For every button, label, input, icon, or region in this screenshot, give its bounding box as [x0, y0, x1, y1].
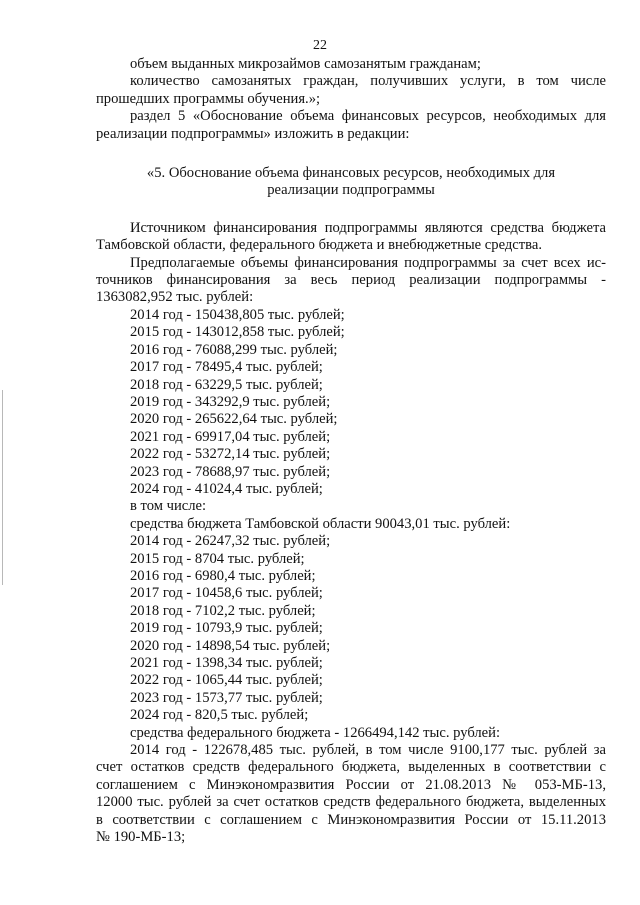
intro-line-2a: количество самозанятых граждан, получивших услуги, в том числе	[130, 73, 606, 90]
federal-2014-line-3: соглашением с Минэкономразвития России от 21.08.2013 № 053-МБ-13,	[96, 776, 606, 793]
section-heading-line-2: реализации подпрограммы	[267, 182, 435, 199]
federal-2014-line-2: счет остатков средств федерального бюджета, выделенных в соответствии с	[96, 759, 606, 776]
list-item: 2022 год - 1065,44 тыс. рублей;	[130, 672, 323, 689]
list-item: 2017 год - 10458,6 тыс. рублей;	[130, 585, 323, 602]
list-item: 2019 год - 10793,9 тыс. рублей;	[130, 620, 323, 637]
list-item: 2019 год - 343292,9 тыс. рублей;	[130, 393, 331, 410]
federal-2014-line-5: в соответствии с соглашением с Минэкономразвития России от 15.11.2013	[96, 811, 606, 828]
total-line-1: Предполагаемые объемы финансирования подпрограммы за счет всех ис-	[130, 254, 606, 271]
list-item: 2016 год - 76088,299 тыс. рублей;	[130, 341, 338, 358]
scan-edge-mark	[2, 390, 3, 585]
page-number: 22	[313, 38, 327, 53]
intro-line-2b: прошедших программы обучения.»;	[96, 90, 321, 107]
including-label: в том числе:	[130, 498, 207, 515]
intro-line-1: объем выданных микрозаймов самозанятым гражданам;	[130, 56, 481, 72]
list-item: 2017 год - 78495,4 тыс. рублей;	[130, 359, 323, 376]
list-item: 2015 год - 8704 тыс. рублей;	[130, 550, 305, 567]
section-heading-line-1: «5. Обоснование объема финансовых ресурсов, необходимых для	[146, 165, 556, 182]
funding-source-line-2: Тамбовской области, федерального бюджета и внебюджетные средства.	[96, 237, 542, 254]
federal-2014-line-1: 2014 год - 122678,485 тыс. рублей, в том числе 9100,177 тыс. рублей за	[130, 742, 606, 759]
list-item: 2018 год - 63229,5 тыс. рублей;	[130, 376, 323, 393]
list-item: 2014 год - 150438,805 тыс. рублей;	[130, 306, 345, 323]
total-by-year-list	[96, 307, 606, 498]
funding-source-line-1: Источником финансирования подпрограммы являются средства бюджета	[130, 219, 606, 236]
regional-budget-title: средства бюджета Тамбовской области 90043,01 тыс. рублей:	[130, 515, 511, 532]
total-line-3: 1363082,952 тыс. рублей:	[96, 289, 254, 306]
list-item: 2023 год - 1573,77 тыс. рублей;	[130, 689, 323, 706]
list-item: 2020 год - 14898,54 тыс. рублей;	[130, 637, 331, 654]
regional-by-year-list	[96, 533, 606, 724]
list-item: 2014 год - 26247,32 тыс. рублей;	[130, 533, 331, 550]
federal-2014-line-4: 12000 тыс. рублей за счет остатков средств федерального бюджета, выделенных	[96, 794, 606, 811]
list-item: 2021 год - 69917,04 тыс. рублей;	[130, 428, 331, 445]
list-item: 2024 год - 820,5 тыс. рублей;	[130, 707, 309, 724]
list-item: 2022 год - 53272,14 тыс. рублей;	[130, 446, 331, 463]
list-item: 2015 год - 143012,858 тыс. рублей;	[130, 324, 345, 341]
intro-line-3a: раздел 5 «Обоснование объема финансовых ресурсов, необходимых для	[130, 108, 606, 125]
list-item: 2021 год - 1398,34 тыс. рублей;	[130, 655, 323, 671]
document-body	[96, 56, 606, 846]
total-line-2: точников финансирования за весь период реализации подпрограммы -	[96, 272, 606, 289]
list-item: 2023 год - 78688,97 тыс. рублей;	[130, 463, 331, 480]
list-item: 2020 год - 265622,64 тыс. рублей;	[130, 411, 338, 428]
list-item: 2024 год - 41024,4 тыс. рублей;	[130, 480, 323, 497]
federal-budget-title: средства федерального бюджета - 1266494,142 тыс. рублей:	[130, 724, 501, 741]
federal-2014-line-6: № 190-МБ-13;	[96, 829, 186, 846]
intro-line-3b: реализации подпрограммы» изложить в редакции:	[96, 125, 410, 142]
list-item: 2018 год - 7102,2 тыс. рублей;	[130, 602, 316, 619]
section-heading	[96, 165, 606, 200]
list-item: 2016 год - 6980,4 тыс. рублей;	[130, 567, 316, 584]
